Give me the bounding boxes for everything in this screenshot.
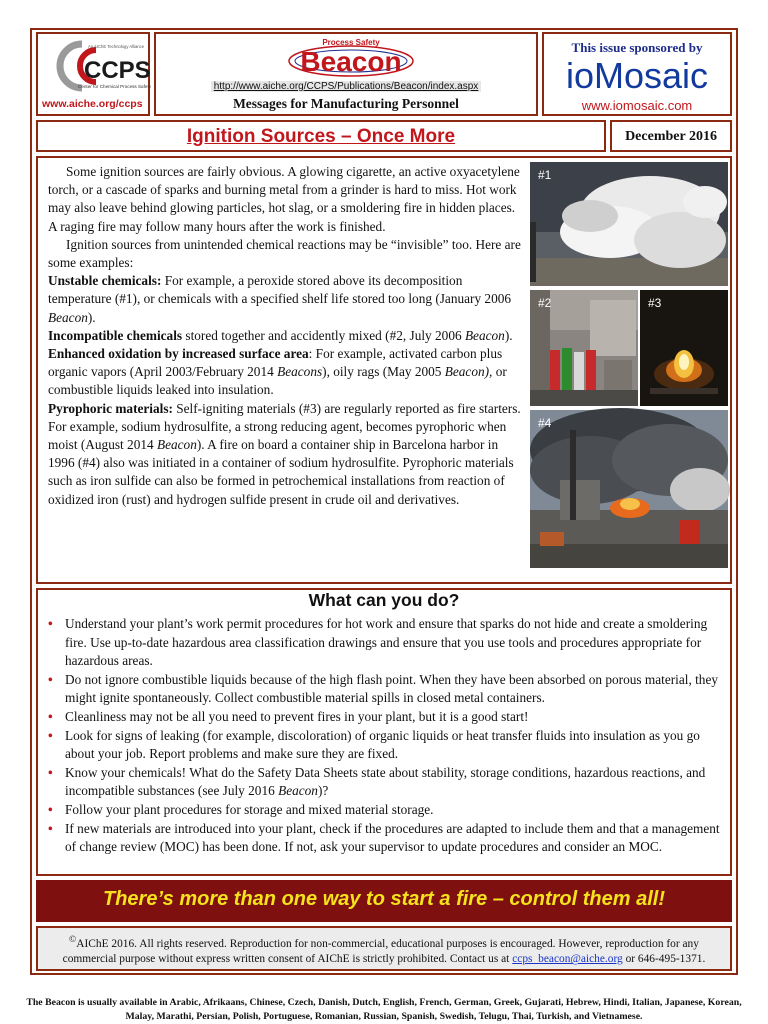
photo-1-peroxide-smoke [530, 162, 728, 286]
advice-text: Do not ignore combustible liquids because of the high flash point. When they have been absorbed on porous material, they might ignite spontaneously. Collect combustible material spills in closed metal containers. [65, 671, 718, 706]
photo-4-ship-fire [530, 410, 728, 568]
incompat-text-end: ). [504, 327, 513, 343]
pyro-text: Self-igniting materials (#3) are regularly reported as fire starters. For example, sodium hydrosulfite, a strong reducing agent, becomes pyrophoric when moist (August 2014 [48, 400, 521, 453]
contact-email-link[interactable]: ccps_beacon@aiche.org [512, 953, 623, 966]
languages-note: The Beacon is usually available in Arabic, Afrikaans, Chinese, Czech, Danish, Dutch, English, French, German, Greek, Gujarati, Hebrew, Hindi, Italian, Japanese, Korean, Malay, Marathi, Persian, Polish, Portuguese, Romanian, Russian, Spanish, Swedish, Telugu, Thai, Turkish, and Vietnamese. [26, 997, 742, 1022]
advice-text: Know your chemicals! What do the Safety Data Sheets state about stability, storage conditions, hazardous reactions, and incompatible substances (see July 2016 [65, 764, 706, 799]
beacon-subtitle: Messages for Manufacturing Personnel [233, 96, 459, 111]
paragraph-intro: Some ignition sources are fairly obvious. A glowing cigarette, an active oxyacetylene torch, or a cascade of sparks and burning metal from a grinder is hard to miss. Hot work may also leave behind glowing particles, hot slag, or a smoldering fire in hidden places. A raging fire may follow many hours after the work is finished. [48, 164, 520, 234]
copyright-body: AIChE 2016. All rights reserved. Reproduction for non-commercial, educational purposes is encouraged. However, reproduction for any commercial purpose without express written consent of AIChE is strictly prohibited. Contact us at [62, 937, 699, 966]
list-item [46, 801, 726, 820]
slogan-banner [36, 880, 732, 922]
sponsor-label: This issue sponsored by [571, 40, 703, 55]
paragraph-enhanced [48, 345, 526, 400]
advice-beacon: Beacon [278, 783, 318, 799]
title-box [36, 120, 606, 152]
list-item [46, 708, 726, 727]
beacon-url-link[interactable]: http://www.aiche.org/CCPS/Publications/Beacon/index.aspx [211, 81, 482, 92]
issue-date: December 2016 [625, 129, 717, 144]
unstable-beacon: Beacon [48, 309, 88, 325]
list-item [46, 615, 726, 671]
copyright-box [36, 926, 732, 971]
ccps-logo [44, 38, 152, 96]
list-item [46, 727, 726, 764]
slogan-text: There’s more than one way to start a fire – control them all! [103, 888, 665, 910]
enhanced-label: Enhanced oxidation by increased surface area [48, 346, 309, 362]
main-article [36, 156, 732, 584]
enhanced-text: : For example, activated carbon plus organic vapors (April 2003/February 2014 [48, 346, 503, 380]
incompat-text: stored together and accidently mixed (#2, July 2006 [182, 327, 465, 343]
bullet-icon: • [48, 708, 53, 724]
copyright-symbol: © [69, 935, 77, 945]
advice-text: If new materials are introduced into your plant, check if the procedures are adapted to include them and that a management of change review (MOC) has been done. If not, ask your supervisor to update procedures and consider an MOC. [65, 820, 720, 855]
ccps-link[interactable]: www.aiche.org/ccps [42, 98, 143, 110]
beacon-name: Beacon [300, 46, 402, 77]
copyright-phone: or 646-495-1371. [622, 953, 706, 966]
unstable-label: Unstable chemicals: [48, 273, 162, 289]
enhanced-beacons: Beacons [277, 364, 323, 380]
beacon-masthead [154, 32, 538, 116]
photo-3-pyrophoric-flame [640, 290, 728, 406]
paragraph-incompatible [48, 327, 526, 345]
ccps-logo-text: CCPS [84, 57, 151, 84]
ccps-tagline: An AIChE Technology Alliance [88, 44, 145, 49]
pyro-beacon: Beacon [156, 437, 197, 453]
unstable-text: For example, a peroxide stored above its decomposition temperature (#1), or chemicals with a specified shelf life stored too long (January 2006 [48, 273, 512, 307]
beacon-url [156, 81, 536, 92]
photo-2-label: #2 [538, 296, 552, 310]
bullet-icon: • [48, 616, 53, 631]
beacon-small-text: Process Safety [322, 38, 380, 47]
photo-4-label: #4 [538, 416, 552, 430]
sponsor-box [542, 32, 732, 116]
bullet-icon: • [48, 820, 53, 836]
list-item [46, 671, 726, 708]
bullet-icon: • [48, 764, 53, 780]
advice-text: Look for signs of leaking (for example, discoloration) of organic liquids or heat transfer fluids into insulation as you go about your job. Report problems and make sure they are fixed. [65, 727, 700, 762]
photo-1-label: #1 [538, 168, 552, 182]
enhanced-beacon2: Beacon), [444, 364, 493, 380]
page-title: Ignition Sources – Once More [186, 126, 456, 147]
copyright-text [48, 933, 720, 968]
advice-text: Follow your plant procedures for storage and mixed material storage. [65, 801, 434, 817]
list-item [46, 764, 726, 801]
beacon-logo [276, 36, 426, 80]
iomosaic-logo: ioMosaic [565, 55, 709, 96]
enhanced-text-3: or combustible liquids leaked into insulation. [48, 364, 507, 398]
advice-list [46, 615, 726, 857]
ccps-full-name: Center for Chemical Process Safety [78, 84, 152, 89]
unstable-text-end: ). [87, 309, 96, 325]
section-heading: What can you do? [308, 590, 460, 610]
bullet-icon: • [48, 801, 53, 817]
photo-2-incompatible-storage [530, 290, 638, 406]
bullet-icon: • [48, 727, 53, 743]
sponsor-link[interactable]: www.iomosaic.com [581, 98, 693, 113]
enhanced-text-2: ), oily rags (May 2005 [322, 364, 445, 380]
incompat-label: Incompatible chemicals [48, 327, 183, 343]
ccps-logo-box [36, 32, 150, 116]
list-item [46, 820, 726, 857]
date-box [610, 120, 732, 152]
article-text [48, 163, 526, 509]
advice-text: Cleanliness may not be all you need to prevent fires in your plant, but it is a good start! [65, 708, 529, 724]
paragraph-unstable [48, 272, 526, 327]
bullet-icon: • [48, 671, 53, 687]
paragraph-pyrophoric [48, 400, 526, 509]
incompat-beacon: Beacon [464, 327, 505, 343]
pyro-label: Pyrophoric materials: [48, 400, 173, 416]
pyro-text-end: ). A fire on board a container ship in Barcelona harbor in 1996 (#4) also was initiated in a container of sodium hydrosulfite. Pyrophoric materials such as iron sulfide can also be formed in petrochemical installations from reaction of oxidized iron (rust) and hydrogen sulfide present in crude oil and derivatives. [48, 437, 514, 507]
what-can-you-do-section [36, 588, 732, 876]
photo-3-label: #3 [648, 296, 662, 310]
paragraph-invisible: Ignition sources from unintended chemical reactions may be “invisible” too. Here are some examples: [48, 236, 521, 271]
advice-text: Understand your plant’s work permit procedures for hot work and ensure that sparks do not hide and create a smoldering fire. Use up-to-date hazardous area classification drawings and ensure that you use tools and procedures appropriate for hazardous areas. [65, 616, 708, 669]
advice-text-end: )? [317, 783, 329, 799]
